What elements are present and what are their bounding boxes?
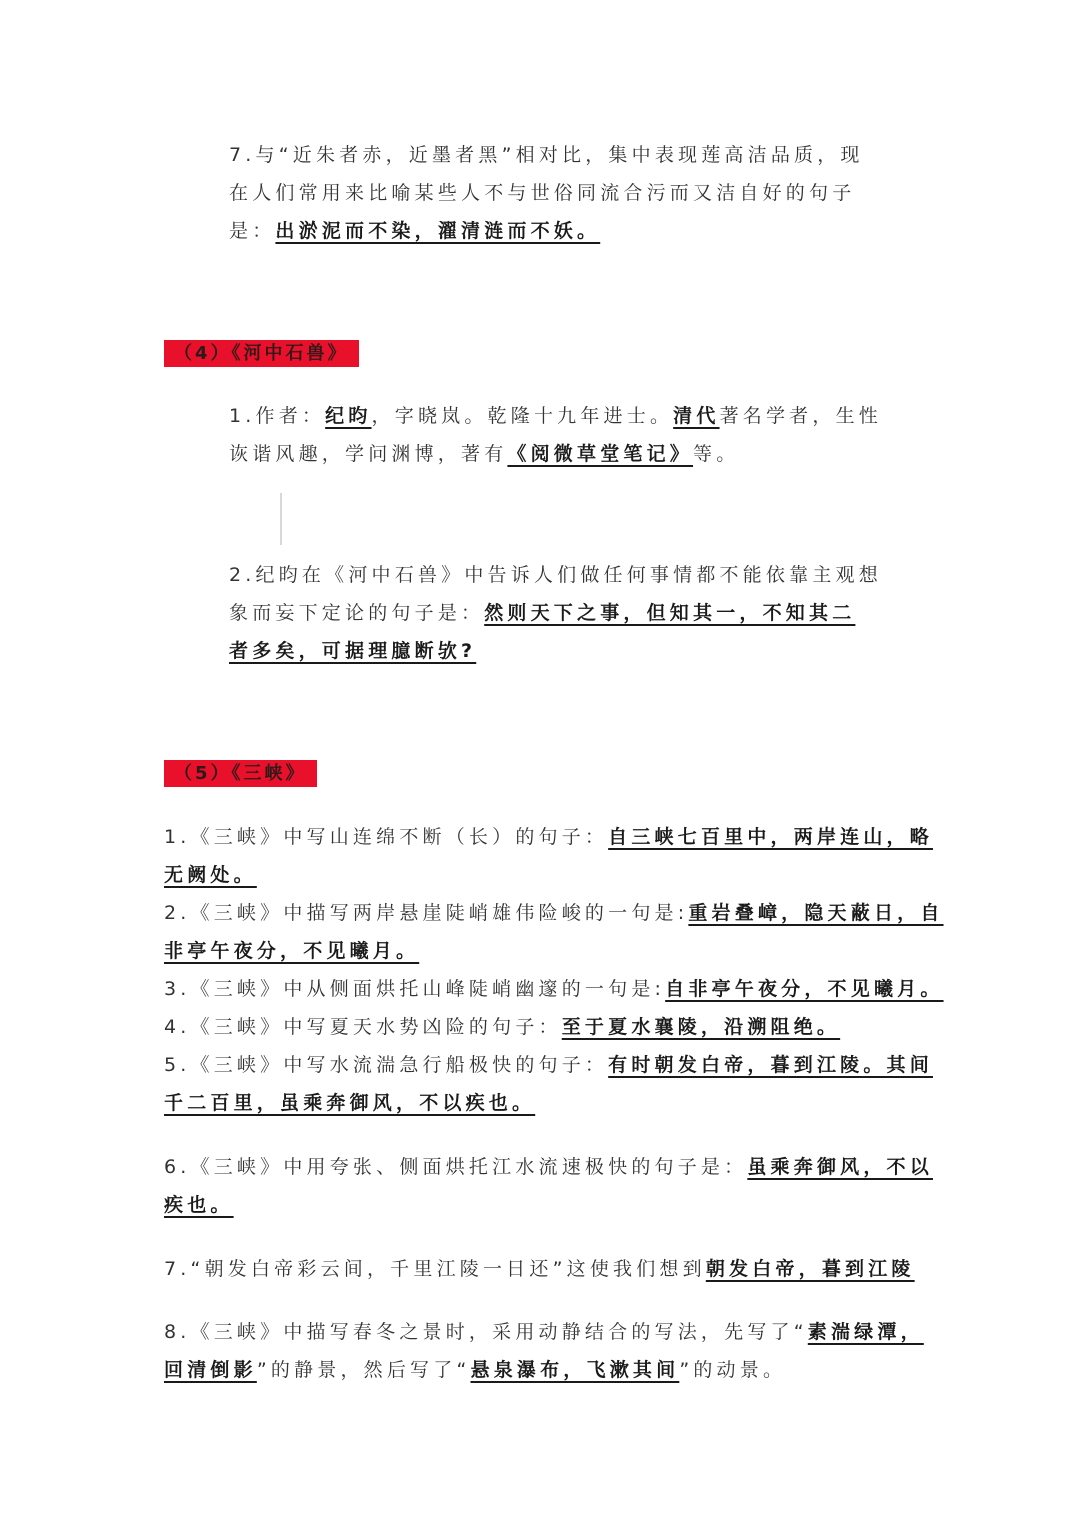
s5-q8-line1 xyxy=(164,1319,924,1345)
s5-q8-text2: ”的动景。 xyxy=(679,1359,787,1381)
s5-q8-answer2: 悬泉瀑布，飞漱其间 xyxy=(470,1359,680,1381)
s4-q2-answer-cont: 者多矣，可据理臆断欤? xyxy=(229,640,477,662)
s5-q1-line2 xyxy=(164,862,257,888)
s4-q1-answer-book: 《阅微草堂笔记》 xyxy=(507,443,694,465)
s5-q8-text1: ”的静景，然后写了“ xyxy=(256,1359,471,1381)
s5-q5-line1 xyxy=(164,1052,933,1078)
s4-q1-text1: ，字晓岚。乾隆十九年进士。 xyxy=(371,405,674,427)
s5-q2-line1 xyxy=(164,900,944,926)
s5-q6-prefix: 6.《三峡》中用夸张、侧面烘托江水流速极快的句子是： xyxy=(164,1156,748,1178)
s4-q1-prefix: 1.作者： xyxy=(229,405,326,427)
s4-q1-answer-dynasty: 清代 xyxy=(673,405,720,427)
s5-q1-line1 xyxy=(164,824,933,850)
section-5-tag xyxy=(164,760,317,787)
s4-q2-prefix: 象而妄下定论的句子是： xyxy=(229,602,485,624)
s5-q2-answer-cont: 非亭午夜分，不见曦月。 xyxy=(164,940,420,962)
s4-q1-line1 xyxy=(229,403,882,429)
s5-q5-prefix: 5.《三峡》中写水流湍急行船极快的句子： xyxy=(164,1054,609,1076)
s5-q7-answer: 朝发白帝，暮到江陵 xyxy=(705,1258,915,1280)
s5-q1-answer: 自三峡七百里中，两岸连山，略 xyxy=(608,826,933,848)
section-4-tag xyxy=(164,340,359,367)
s4-q2-line3 xyxy=(229,638,476,664)
s5-q1-prefix: 1.《三峡》中写山连绵不断（长）的句子： xyxy=(164,826,609,848)
section-5-title: 《三峡》 xyxy=(231,763,307,784)
s4-q1-text3: 诙谐风趣，学问渊博，著有 xyxy=(229,443,508,465)
s5-q7-prefix: 7.“朝发白帝彩云间，千里江陵一日还”这使我们想到 xyxy=(164,1258,706,1280)
s5-q8-prefix: 8.《三峡》中描写春冬之景时，采用动静结合的写法，先写了“ xyxy=(164,1321,808,1343)
s5-q8-answer: 素湍绿潭， xyxy=(807,1321,924,1343)
s5-q7-line xyxy=(164,1256,915,1282)
s4-q1-text4: 等。 xyxy=(693,443,740,465)
s5-q4-answer: 至于夏水襄陵，沿溯阻绝。 xyxy=(561,1016,841,1038)
s3-q7-line1: 7.与“近朱者赤，近墨者黑”相对比，集中表现莲高洁品质，现 xyxy=(229,144,864,166)
s5-q6-answer-cont: 疾也。 xyxy=(164,1194,234,1216)
s4-q2-line2 xyxy=(229,600,855,626)
s3-q7-line3 xyxy=(229,218,600,244)
s4-q2-answer: 然则天下之事，但知其一，不知其二 xyxy=(484,602,856,624)
s4-q1-answer-author: 纪昀 xyxy=(325,405,372,427)
s3-q7-answer: 出淤泥而不染，濯清涟而不妖。 xyxy=(275,220,601,242)
s5-q6-line1 xyxy=(164,1154,933,1180)
section-4-number: （4） xyxy=(174,343,232,364)
s5-q5-line2 xyxy=(164,1090,535,1116)
s5-q3-answer: 自非亭午夜分，不见曦月。 xyxy=(665,978,944,1000)
s5-q5-answer-cont: 千二百里，虽乘奔御风，不以疾也。 xyxy=(164,1092,536,1114)
s5-q3-prefix: 3.《三峡》中从侧面烘托山峰陡峭幽邃的一句是: xyxy=(164,978,666,1000)
divider-line xyxy=(280,493,282,545)
s5-q8-line2 xyxy=(164,1357,786,1383)
s5-q1-answer-cont: 无阙处。 xyxy=(164,864,257,886)
s3-q7-prefix: 是： xyxy=(229,220,276,242)
s3-q7-line2: 在人们常用来比喻某些人不与世俗同流合污而又洁自好的句子 xyxy=(229,182,856,204)
section-4-title: 《河中石兽》 xyxy=(231,343,349,364)
s5-q8-answer-cont: 回清倒影 xyxy=(164,1359,257,1381)
s5-q3-line xyxy=(164,976,944,1002)
section-5-number: （5） xyxy=(174,763,232,784)
s5-q6-answer: 虽乘奔御风，不以 xyxy=(747,1156,933,1178)
s5-q4-line xyxy=(164,1014,840,1040)
s4-q1-line2 xyxy=(229,441,739,467)
s5-q2-answer: 重岩叠嶂，隐天蔽日，自 xyxy=(688,902,944,924)
s4-q2-line1: 2.纪昀在《河中石兽》中告诉人们做任何事情都不能依靠主观想 xyxy=(229,564,882,586)
s5-q2-prefix: 2.《三峡》中描写两岸悬崖陡峭雄伟险峻的一句是: xyxy=(164,902,689,924)
s4-q1-text2: 著名学者，生性 xyxy=(719,405,882,427)
s5-q4-prefix: 4.《三峡》中写夏天水势凶险的句子： xyxy=(164,1016,562,1038)
s5-q6-line2 xyxy=(164,1192,234,1218)
s5-q5-answer: 有时朝发白帝，暮到江陵。其间 xyxy=(608,1054,933,1076)
s5-q2-line2 xyxy=(164,938,419,964)
